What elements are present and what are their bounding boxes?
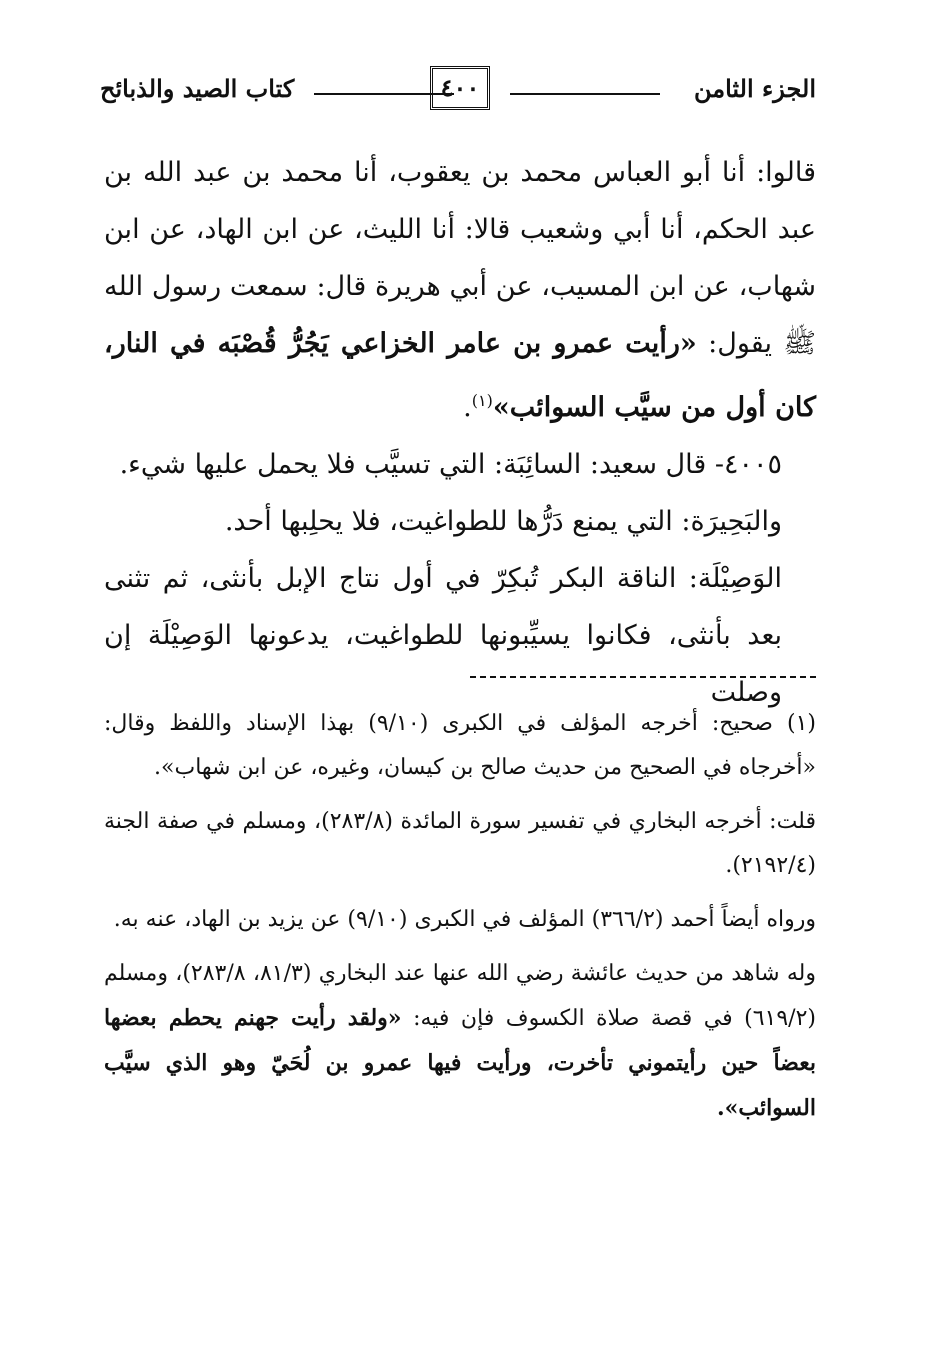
hadith-quote: «رأيت عمرو بن عامر الخزاعي يَجُرُّ قُصْبَه في النار، كان أول من سيَّب السوائب» <box>104 328 816 423</box>
footnote-note-ahmad: ورواه أيضاً أحمد (٣٦٦/٢) المؤلف في الكبرى (٩/١٠) عن يزيد بن الهاد، عنه به. <box>113 907 816 932</box>
isnad-text: قالوا: أنا أبو العباس محمد بن يعقوب، أنا محمد بن عبد الله بن عبد الحكم، أنا أبي وشعيب قالا: أنا الليث، عن ابن الهاد، عن ابن شهاب، عن ابن المسيب، عن أبي هريرة قال: سمعت رسول الله ﷺ يقول: <box>104 157 816 359</box>
running-header <box>100 66 816 114</box>
main-text <box>104 144 816 721</box>
footnote-note-aisha <box>104 952 816 1131</box>
wasila-paragraph: الوَصِيْلَة: الناقة البكر تُبكِرّ في أول نتاج الإبل بأنثى، ثم تثنى بعد بأنثى، فكانوا يسيِّبونها للطواغيت، يدعونها الوَصِيْلَة إن وصلت <box>104 563 782 708</box>
footnote-aisha-text: وله شاهد من حديث عائشة رضي الله عنها عند البخاري (٨١/٣، ٢٨٣/٨)، ومسلم (٦١٩/٢) في قصة صلاة الكسوف فإن فيه: <box>104 961 816 1031</box>
book-title: كتاب الصيد والذبائح <box>100 74 295 103</box>
footnote-1: (١) صحيح: أخرجه المؤلف في الكبرى (٩/١٠) بهذا الإسناد واللفظ وقال: «أخرجاه في الصحيح من حديث صالح بن كيسان، وغيره، عن ابن شهاب». <box>104 711 816 780</box>
page-number: ٤٠٠ <box>440 73 480 102</box>
footnotes <box>104 702 816 1141</box>
hadith-end: . <box>463 392 472 423</box>
header-rule-right <box>510 93 660 95</box>
hadith-paragraph <box>104 144 816 436</box>
header-rule-left <box>314 93 454 95</box>
saaiba-paragraph: ٤٠٠٥- قال سعيد: السائِبَة: التي تسيَّب فلا يحمل عليها شيء. <box>119 449 782 480</box>
footnote-aisha-quote: «ولقد رأيت جهنم يحطم بعضها بعضاً حين رأيتموني تأخرت، ورأيت فيها عمرو بن لُحَيّ وهو الذي سيَّب السوائب». <box>104 1005 816 1121</box>
footnote-ref: (١) <box>471 391 493 410</box>
footnote-separator <box>470 676 816 678</box>
page-number-box <box>430 66 490 110</box>
footnote-note-bukhari: قلت: أخرجه البخاري في تفسير سورة المائدة (٢٨٣/٨)، ومسلم في صفة الجنة (٢١٩٢/٤). <box>104 809 816 878</box>
bahira-paragraph: والبَحِيرَة: التي يمنع دَرُّها للطواغيت، فلا يحلِبها أحد. <box>224 506 782 537</box>
part-title: الجزء الثامن <box>693 74 816 103</box>
